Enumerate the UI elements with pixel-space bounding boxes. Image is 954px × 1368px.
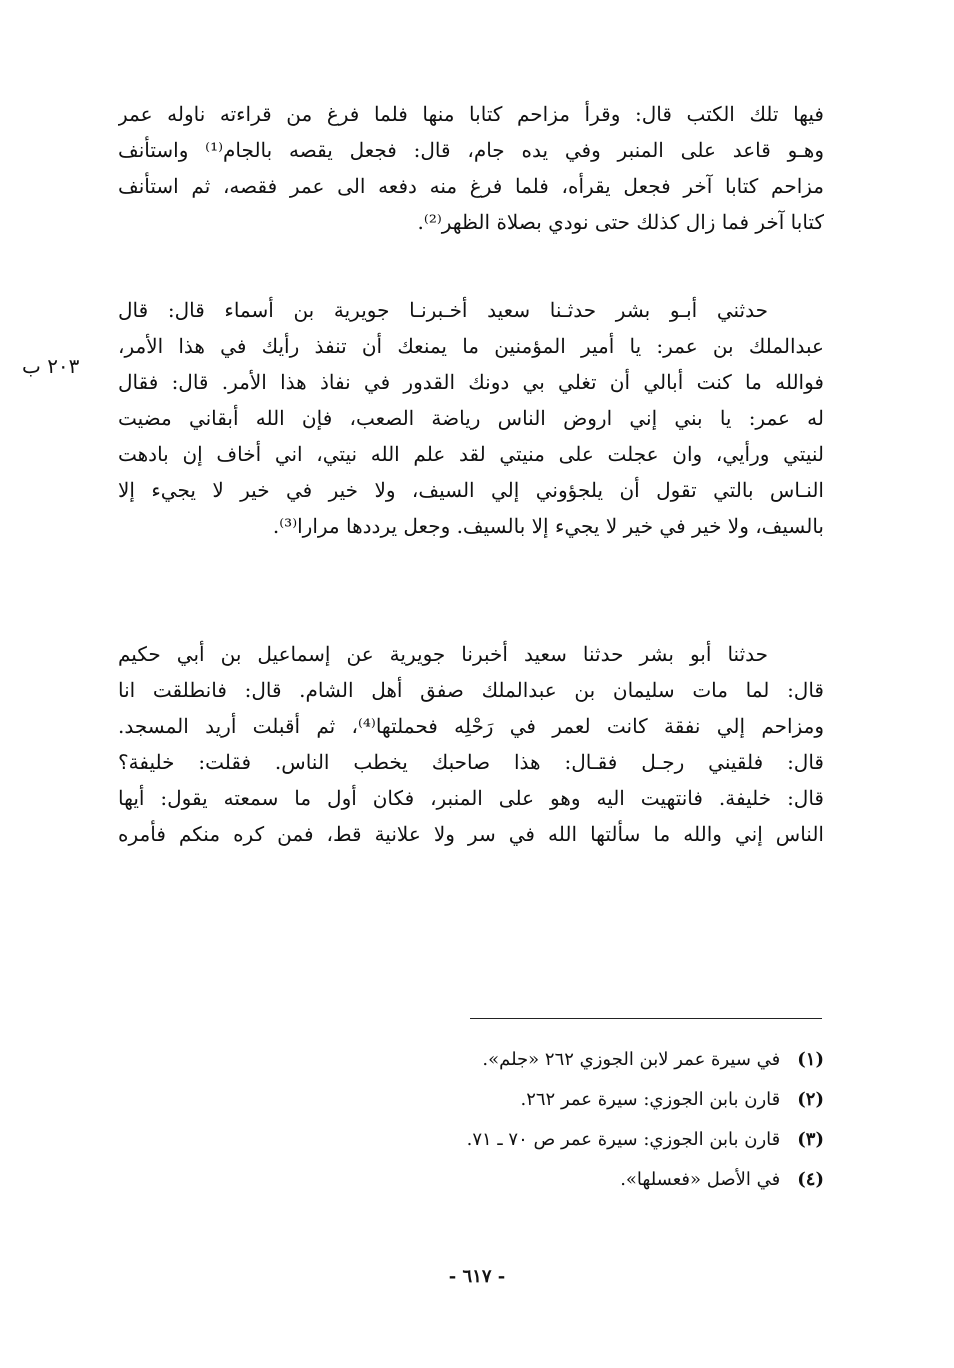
paragraph-2 <box>118 292 824 544</box>
text-line: كتابا آخر فما زال كذلك حتى نودي بصلاة الظهر⁽²⁾. <box>417 210 824 234</box>
text-line: فوالله ما كنت أبالي أن تغلي بي دونك القدور في نفاذ هذا الأمر. قال: فقال <box>118 370 824 394</box>
text-line: عبدالملك بن عمر: يا أمير المؤمنين ما يمنعك أن تنفذ رأيك في هذا الأمر، <box>118 334 824 358</box>
page-number: - ٦١٧ - <box>448 1266 506 1287</box>
text-line: له عمر: يا بني إني اروض الناس رياضة الصعب، فإن الله أبقاني مضيت <box>118 406 824 430</box>
footnote-text: في سيرة عمر لابن الجوزي ٢٦٢ «جلم». <box>482 1049 781 1070</box>
footnote-text: قارن بابن الجوزي: سيرة عمر ص ٧٠ ـ ٧١. <box>466 1129 781 1150</box>
text-line: فيها تلك الكتب قال: وقرأ مزاحم كتابا منها فلما فرغ من قراءته ناوله عمر <box>118 102 824 126</box>
text-line: وهـو قاعد على المنبر وفي يده جام، قال: فجعل يقصه بالجام⁽¹⁾ واستأنف <box>118 138 824 162</box>
paragraph-3 <box>118 636 824 852</box>
text-line: الناس إني والله ما سألتها الله في سر ولا علانية قط، فمن كره منكم فأمره <box>118 822 824 846</box>
text-line: حدثني أبـو بشر حدثـنا سعيد أخـبرنـا جويرية بن أسماء قال: قال <box>118 298 768 322</box>
text-line: بالسيف، ولا خير في خير لا يجيء إلا بالسيف. وجعل يرددها مرارا⁽³⁾. <box>272 514 824 538</box>
text-line: قال: خليفة. فانتهيت اليه وهو على المنبر، فكان أول ما سمعته يقول: أيها <box>118 786 824 810</box>
text-line: لنيتي ورأيي، وان عجلت على منيتي لقد علم الله نيتي، اني أخاف إن بادهت <box>118 442 824 466</box>
footnote <box>300 1040 824 1080</box>
footnote-separator <box>470 1018 822 1019</box>
text-line: مزاحم كتابا آخر فجعل يقرأه، فلما فرغ منه دفعه الى عمر فقصه، ثم استأنف <box>118 174 824 198</box>
footnote-number: (٢) <box>797 1089 824 1110</box>
footnotes <box>300 1040 824 1200</box>
text-line: قال: فلقيني رجـل فقـال: هذا صاحبك يخطب الناس. فقلت: خليفة؟ <box>118 750 824 774</box>
footnote <box>300 1080 824 1120</box>
paragraph-1 <box>118 96 824 240</box>
footnote <box>300 1160 824 1200</box>
footnote-number: (٤) <box>797 1169 824 1190</box>
footnote-number: (٣) <box>797 1129 824 1150</box>
text-line: ومزاحم إلي نفقة كانت لعمر في رَحْلِه فحملتها⁽⁴⁾، ثم أقبلت أريد المسجد. <box>118 714 824 738</box>
manuscript-folio-note: ٢٠٣ ب <box>22 354 80 378</box>
text-line: قال: لما مات سليمان بن عبدالملك صفق أهل الشام. قال: فانطلقت انا <box>118 678 824 702</box>
footnote-text: في الأصل «فعسلها». <box>620 1169 781 1190</box>
footnote-number: (١) <box>797 1049 824 1070</box>
text-line: حدثنا أبو بشر حدثنا سعيد أخبرنا جويرية عن إسماعيل بن أبي حكيم <box>118 642 768 666</box>
footnote <box>300 1120 824 1160</box>
text-line: النـاس بالتي تقول أن يلجؤوني إلي السيف، ولا خير في خير لا يجيء إلا <box>118 478 824 502</box>
footnote-text: قارن بابن الجوزي: سيرة عمر ٢٦٢. <box>520 1089 781 1110</box>
